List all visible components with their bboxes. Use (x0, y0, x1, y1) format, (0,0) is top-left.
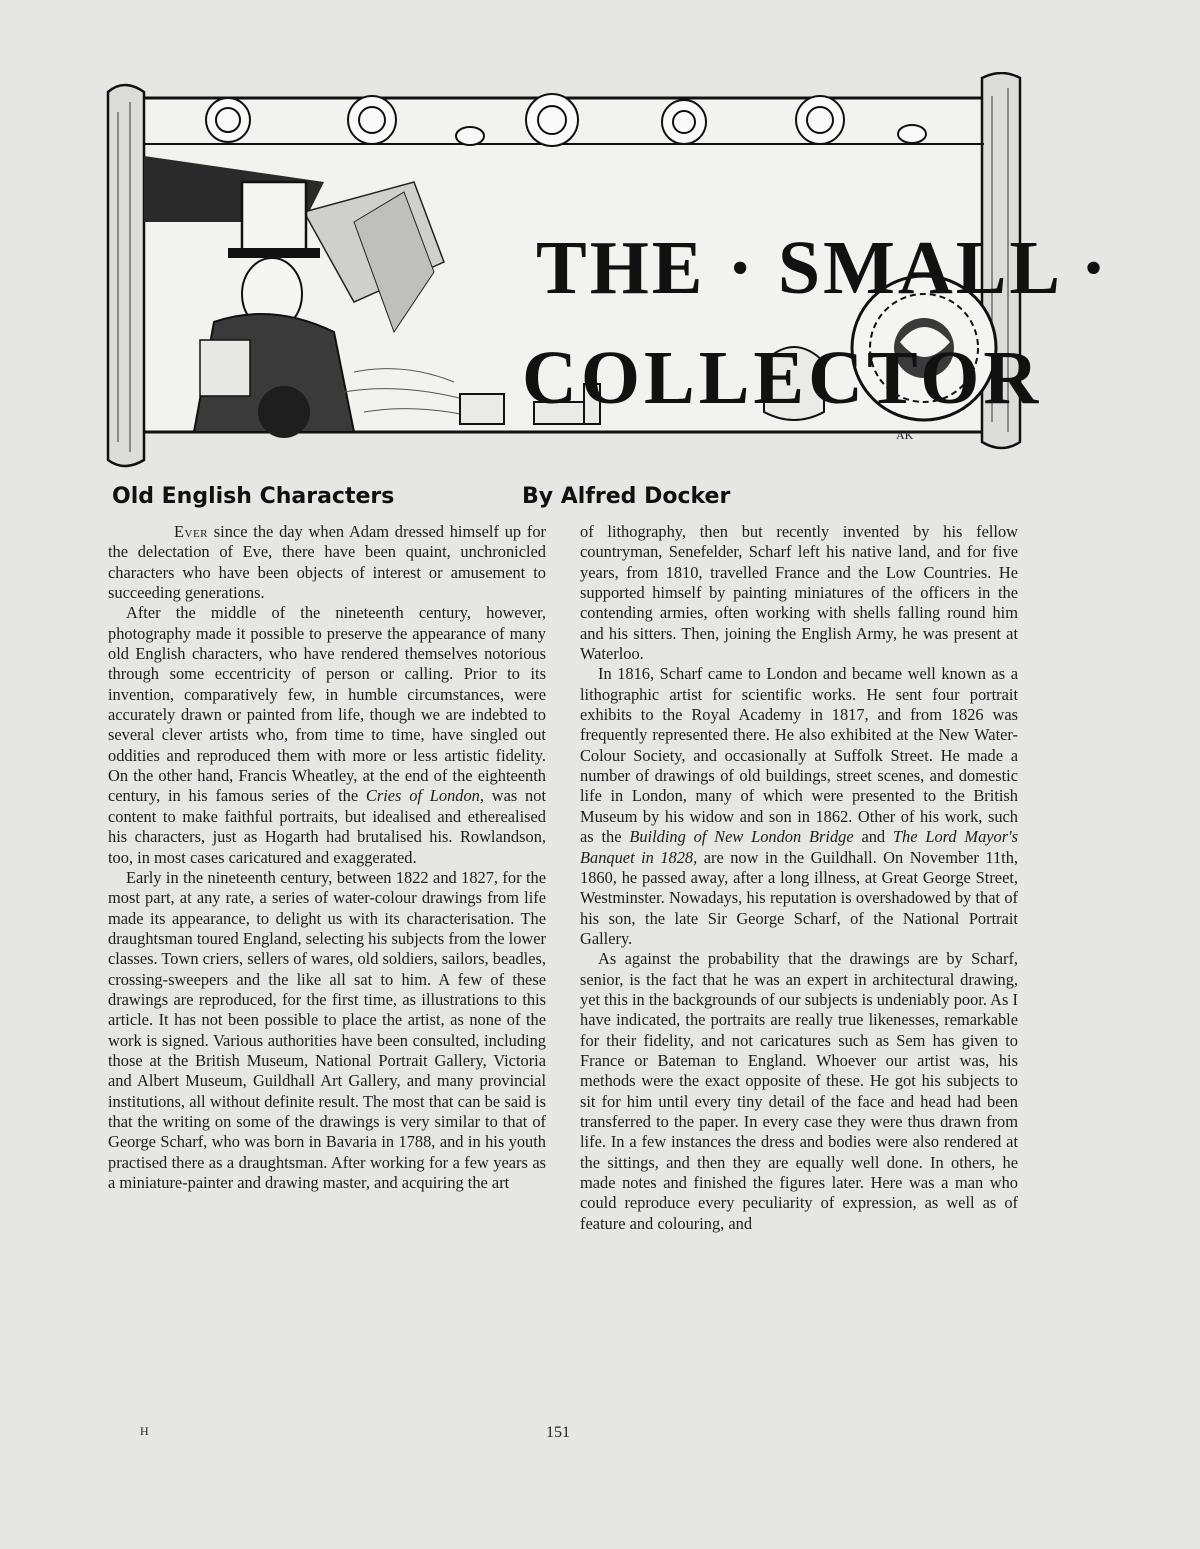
banner-title-line2: COLLECTOR (522, 336, 1043, 420)
drop-lead-word: Ever (174, 522, 209, 541)
article-byline: By Alfred Docker (522, 484, 731, 509)
paragraph (108, 522, 546, 603)
text-column-right (580, 522, 1018, 1234)
paragraph-text: was not content to make faithful portraits, but idealised and etherealised his characters, just as Hogarth had brutalised his. Rowlandson, too, in most cases caricatured and exaggerated. (108, 786, 546, 867)
signature-mark: H (140, 1424, 149, 1438)
header-banner-illustration (104, 72, 1110, 472)
italic-title: Building of New London Bridge (629, 827, 854, 847)
article-title: Old English Characters (112, 484, 395, 509)
paragraph-text: since the day when Adam dressed himself up for the delectation of Eve, there have been quaint, unchronicled characters who have been objects of interest or amusement to succeeding generations. (108, 522, 546, 603)
italic-title: Cries of London, (365, 786, 484, 806)
paragraph-text: and (853, 827, 893, 847)
paragraph-text: In 1816, Scharf came to London and became well known as a lithographic artist for scientific works. He sent four portrait exhibits to the Royal Academy in 1817, and from 1826 was frequently represented there. He also exhibited at the New Water-Colour Society, and occasionally at Suffolk Street. He made a number of drawings of old buildings, street scenes, and domestic life in London, many of which were presented to the British Museum by his widow and son in 1862. Other of his work, such as the (580, 664, 1018, 847)
paragraph: of lithography, then but recently invented by his fellow countryman, Senefelder, Scharf left his native land, and for five years, from 1810, travelled France and the Low Countries. He supported himself by painting miniatures of the officers in the contending armies, often working with shells falling round him and his sitters. Then, joining the English Army, he was present at Waterloo. (580, 522, 1018, 664)
paragraph (108, 603, 546, 867)
paragraph: As against the probability that the drawings are by Scharf, senior, is the fact that he was an expert in architectural drawing, yet this in the backgrounds of our subjects is undeniably poor. As I have indicated, the portraits are really true likenesses, remarkable for their fidelity, and not caricatures such as Sem has given to France or Bateman to England. Whoever our artist was, his methods were the exact opposite of these. He got his subjects to sit for him until every tiny detail of the face and head had been transferred to the paper. In every case they were thus drawn from life. In a few instances the dress and bodies were also rendered at the sittings, and then they are equally well done. In others, he made notes and finished the figures later. Here was a man who could reproduce every peculiarity of expression, as well as of feature and colouring, and (580, 949, 1018, 1233)
banner-title-line1: THE · SMALL · (536, 226, 1110, 310)
text-column-left (108, 522, 546, 1193)
artist-monogram: AK (896, 428, 914, 442)
page-number: 151 (546, 1424, 570, 1441)
paragraph (580, 664, 1018, 949)
paragraph-text: are now in the Guildhall. On November 11th, 1860, he passed away, after a long illness, at Great George Street, Westminster. Nowadays, his reputation is overshadowed by that of his son, the late Sir George Scharf, of the National Portrait Gallery. (580, 847, 1018, 948)
paragraph-text: After the middle of the nineteenth century, however, photography made it possible to preserve the appearance of many old English characters, who have rendered themselves notorious through some eccentricity of person or calling. Prior to its invention, comparatively few, in humble circumstances, were accurately drawn or painted from life, though we are indebted to several clever artists who, from time to time, have singled out oddities and reproduced them with more or less artistic fidelity. On the other hand, Francis Wheatley, at the end of the eighteenth century, in his famous series of the (108, 603, 546, 806)
italic-title: The Lord Mayor's Banquet in 1828, (580, 827, 1018, 867)
paragraph: Early in the nineteenth century, between 1822 and 1827, for the most part, at any rate, a series of water-colour drawings from life made its appearance, to delight us with its characterisation. The draughtsman toured England, selecting his subjects from the lower classes. Town criers, sellers of wares, old soldiers, sailors, beadles, crossing-sweepers and the like all sat to him. A few of these drawings are reproduced, for the first time, as illustrations to this article. It has not been possible to place the artist, as none of the work is signed. Various authorities have been consulted, including those at the British Museum, National Portrait Gallery, Victoria and Albert Museum, Guildhall Art Gallery, and many provincial institutions, all without definite result. The most that can be said is that the writing on some of the drawings is very similar to that of George Scharf, who was born in Bavaria in 1788, and in his youth practised there as a draughtsman. After working for a few years as a miniature-painter and drawing master, and acquiring the art (108, 867, 546, 1192)
